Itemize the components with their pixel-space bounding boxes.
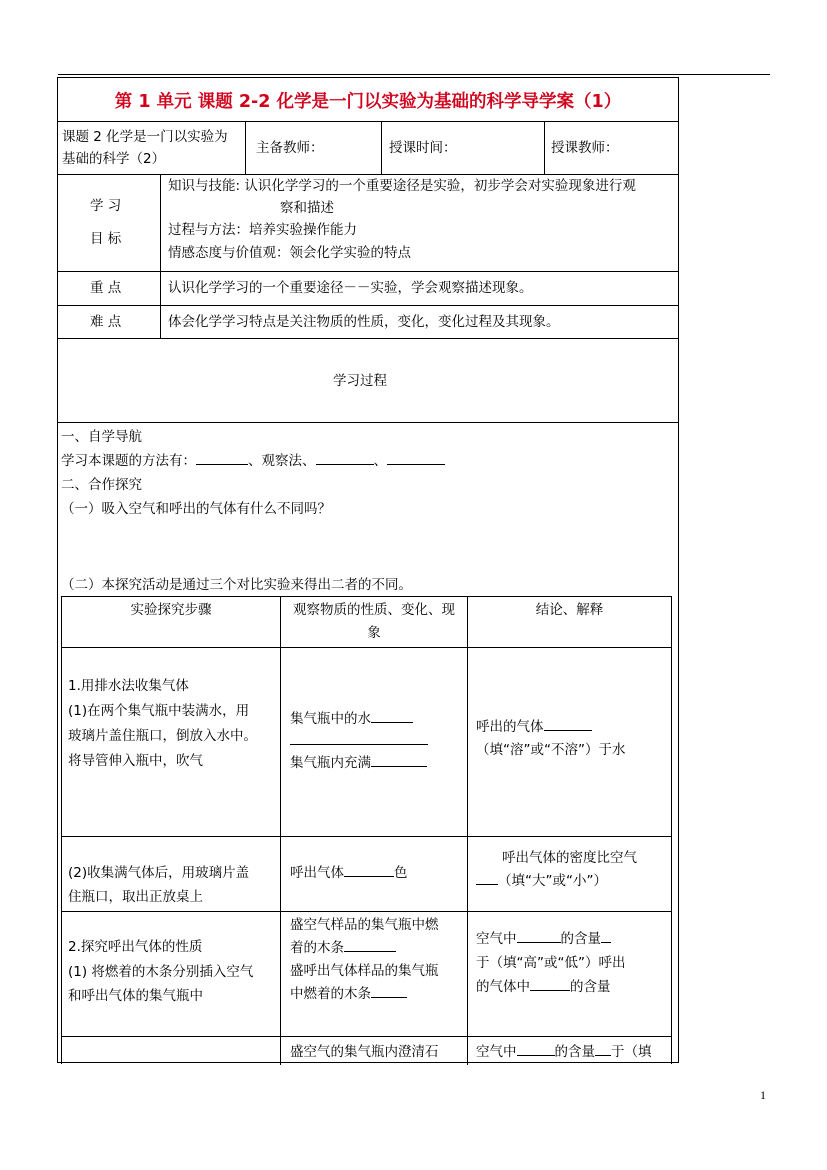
learning-process-heading: 学习过程	[333, 373, 387, 389]
row4-con-line1	[476, 1041, 652, 1063]
row4-con-text1b: 的含量	[554, 1044, 595, 1060]
methods-mid: 、观察法、	[248, 453, 316, 469]
header-conclusion: 结论、解释	[535, 602, 604, 618]
row-divider	[58, 271, 678, 272]
row2-obs-prefix: 呼出气体	[290, 865, 344, 881]
row-divider	[62, 1036, 671, 1037]
row3-con-line3	[476, 976, 611, 998]
row1-obs-line1	[290, 708, 413, 730]
goals-label-line1: 学 习	[90, 198, 122, 214]
question-2: （二）本探究活动是通过三个对比实验来得出二者的不同。	[61, 577, 412, 593]
row4-con-text1a: 空气中	[476, 1044, 517, 1060]
row2-con-text2: （填“大”或“小”）	[498, 873, 607, 889]
row2-step-line1: (2)收集满气体后，用玻璃片盖	[68, 865, 250, 881]
experiment-table	[61, 596, 672, 1064]
header-steps: 实验探究步骤	[130, 602, 212, 618]
row1-step-line1: 1.用排水法收集气体	[68, 678, 189, 694]
key-point-text: 认识化学学习的一个重要途径－－实验，学会观察描述现象。	[168, 280, 533, 296]
course-name-line1: 课题 2 化学是一门以实验为	[62, 129, 228, 145]
cooperation-heading: 二、合作探究	[61, 477, 142, 493]
row3-step-line3: 和呼出气体的集气瓶中	[68, 988, 203, 1004]
lead-teacher-label: 主备教师：	[256, 140, 324, 156]
row2-obs-suffix: 色	[394, 865, 408, 881]
row3-con-text3b: 的含量	[570, 979, 611, 995]
methods-prefix: 学习本课题的方法有：	[61, 453, 196, 469]
top-rule	[58, 74, 770, 75]
row2-con-blank[interactable]	[476, 870, 498, 885]
row1-step-line3: 玻璃片盖住瓶口，倒放入水中。	[68, 728, 257, 744]
row2-obs-blank[interactable]	[344, 862, 394, 877]
row1-obs-line3	[290, 752, 427, 774]
class-time-label: 授课时间：	[389, 140, 457, 156]
row3-con-text1b: 的含量	[560, 931, 601, 947]
row3-con-blank1[interactable]	[517, 928, 561, 943]
row-divider	[62, 647, 671, 648]
row4-con-blank2[interactable]	[595, 1041, 611, 1056]
goal-process: 过程与方法：培养实验操作能力	[168, 222, 357, 238]
row3-step-line2: (1) 将燃着的木条分别插入空气	[68, 964, 254, 980]
row3-obs-blank1[interactable]	[344, 937, 396, 952]
methods-sep: 、	[373, 453, 387, 469]
row3-con-text3a: 的气体中	[476, 979, 530, 995]
row4-obs-line1: 盛空气的集气瓶内澄清石	[290, 1044, 439, 1060]
self-study-heading: 一、自学导航	[61, 429, 142, 445]
col-divider	[160, 271, 161, 338]
row-divider	[62, 911, 671, 912]
row1-step-line4: 将导管伸入瓶中，吹气	[68, 753, 203, 769]
key-point-label: 重 点	[90, 280, 122, 296]
row2-con-line2	[476, 870, 607, 892]
row3-obs-text4: 中燃着的木条	[290, 986, 371, 1002]
row4-con-blank1[interactable]	[517, 1041, 555, 1056]
goal-knowledge-cont: 察和描述	[280, 200, 334, 216]
row1-obs-text1: 集气瓶中的水	[290, 711, 371, 727]
row3-con-blank3[interactable]	[530, 976, 570, 991]
row1-obs-line2	[290, 730, 428, 752]
row3-obs-line2	[290, 937, 396, 959]
row1-obs-blank2[interactable]	[290, 730, 428, 745]
lesson-plan-sheet	[57, 77, 679, 1063]
methods-blank-2[interactable]	[316, 450, 374, 465]
difficulty-text: 体会化学学习特点是关注物质的性质，变化，变化过程及其现象。	[168, 314, 560, 330]
methods-line	[61, 450, 445, 472]
row3-con-blank2[interactable]	[601, 928, 611, 943]
row1-con-line2: （填“溶”或“不溶”）于水	[476, 742, 626, 758]
row-divider	[58, 305, 678, 306]
row2-con-line1: 呼出气体的密度比空气	[502, 850, 637, 866]
goal-knowledge: 知识与技能: 认识化学学习的一个重要途径是实验，初步学会对实验现象进行观	[168, 178, 636, 194]
row3-obs-line3: 盛呼出气体样品的集气瓶	[290, 963, 439, 979]
header-observe-line1: 观察物质的性质、变化、现	[293, 602, 455, 618]
col-divider	[280, 597, 281, 1065]
col-divider	[544, 121, 545, 174]
row-divider	[58, 422, 678, 423]
methods-blank-3[interactable]	[387, 450, 445, 465]
header-observe-line2: 象	[367, 625, 381, 641]
difficulty-label: 难 点	[90, 314, 122, 330]
row3-obs-line4	[290, 983, 407, 1005]
row3-obs-text2: 着的木条	[290, 940, 344, 956]
row1-con-text1: 呼出的气体	[476, 719, 544, 735]
col-divider	[245, 121, 246, 174]
row3-obs-blank2[interactable]	[371, 983, 407, 998]
row2-step-line2: 住瓶口，取出正放桌上	[68, 889, 203, 905]
teacher-label: 授课教师：	[551, 140, 619, 156]
page-number: 1	[760, 1088, 766, 1102]
row3-step-line1: 2.探究呼出气体的性质	[68, 939, 203, 955]
course-name-line2: 基础的科学（2）	[62, 151, 166, 167]
row1-obs-blank3[interactable]	[371, 752, 427, 767]
goals-label-line2: 目 标	[90, 231, 122, 247]
col-divider	[467, 597, 468, 1065]
row4-con-text1c: 于（填	[611, 1044, 652, 1060]
row1-obs-blank1[interactable]	[371, 708, 413, 723]
goal-attitude: 情感态度与价值观：领会化学实验的特点	[168, 245, 411, 261]
row1-con-blank1[interactable]	[544, 716, 592, 731]
row-divider	[58, 338, 678, 339]
row3-con-line2: 于（填“高”或“低”）呼出	[476, 955, 626, 971]
col-divider	[381, 121, 382, 174]
row3-obs-line1: 盛空气样品的集气瓶中燃	[290, 917, 439, 933]
question-1: （一）吸入空气和呼出的气体有什么不同吗？	[61, 501, 331, 517]
col-divider	[160, 174, 161, 271]
row1-con-line1	[476, 716, 592, 738]
row2-obs	[290, 862, 408, 884]
document-title: 第 1 单元 课题 2-2 化学是一门以实验为基础的科学导学案（1）	[114, 92, 622, 112]
row3-con-text1a: 空气中	[476, 931, 517, 947]
methods-blank-1[interactable]	[196, 450, 248, 465]
row-divider	[58, 121, 678, 122]
row3-con-line1	[476, 928, 611, 950]
row1-step-line2: (1)在两个集气瓶中装满水，用	[68, 703, 250, 719]
row1-obs-text3: 集气瓶内充满	[290, 755, 371, 771]
row-divider	[62, 836, 671, 837]
